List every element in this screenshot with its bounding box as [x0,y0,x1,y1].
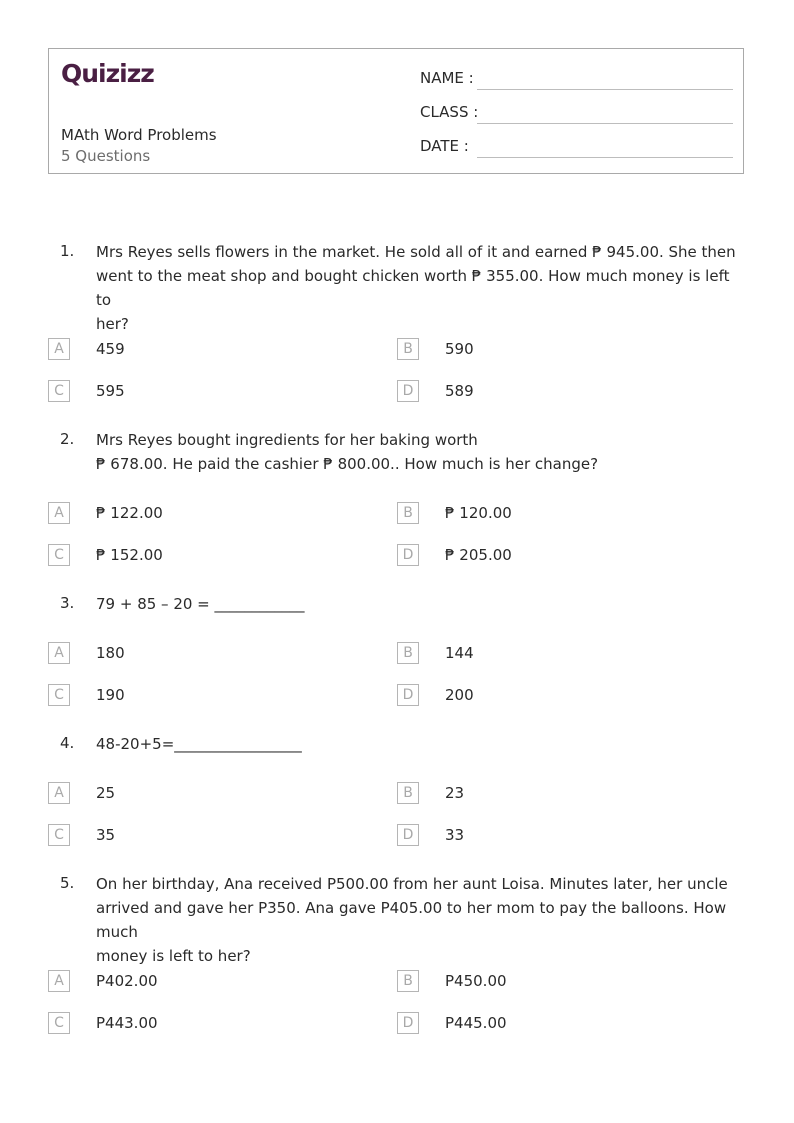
option-a-text: ₱ 122.00 [96,504,163,522]
question-number: 5. [60,874,75,892]
option-a-box[interactable]: A [48,338,70,360]
option-d-box[interactable]: D [397,544,419,566]
option-b-box[interactable]: B [397,782,419,804]
question-number: 2. [60,430,75,448]
name-line [477,89,733,90]
worksheet-header [48,48,744,174]
option-d-box[interactable]: D [397,824,419,846]
question-number: 1. [60,242,75,260]
question-number: 3. [60,594,75,612]
question-text [96,872,748,968]
option-d-text: 200 [445,686,474,704]
question-number: 4. [60,734,75,752]
question-text [96,592,748,616]
option-d-text: P445.00 [445,1014,507,1032]
option-a-text: P402.00 [96,972,158,990]
option-a-box[interactable]: A [48,782,70,804]
question-text [96,428,748,476]
option-b-text: 144 [445,644,474,662]
option-d-text: ₱ 205.00 [445,546,512,564]
question-text [96,240,748,336]
option-b-box[interactable]: B [397,970,419,992]
question-line: her? [96,315,129,333]
option-b-box[interactable]: B [397,642,419,664]
question-line: money is left to her? [96,947,251,965]
option-b-box[interactable]: B [397,502,419,524]
option-d-box[interactable]: D [397,1012,419,1034]
option-c-box[interactable]: C [48,824,70,846]
option-c-box[interactable]: C [48,1012,70,1034]
question-text [96,732,748,756]
date-line [477,157,733,158]
option-c-box[interactable]: C [48,684,70,706]
option-d-box[interactable]: D [397,684,419,706]
option-a-text: 25 [96,784,116,802]
option-d-text: 33 [445,826,465,844]
question-count: 5 Questions [61,147,151,165]
date-label: DATE : [420,137,469,155]
question-line: ₱ 678.00. He paid the cashier ₱ 800.00.. How much is her change? [96,455,599,473]
option-b-text: ₱ 120.00 [445,504,512,522]
option-c-box[interactable]: C [48,544,70,566]
option-c-text: 595 [96,382,125,400]
question-line: On her birthday, Ana received P500.00 from her aunt Loisa. Minutes later, her uncle [96,875,728,893]
option-c-text: 190 [96,686,125,704]
option-c-text: P443.00 [96,1014,158,1032]
option-d-box[interactable]: D [397,380,419,402]
question-line: 48-20+5=_________________ [96,735,302,753]
quizizz-logo: Quizizz [61,59,154,88]
question-line: arrived and gave her P350. Ana gave P405.00 to her mom to pay the balloons. How much [96,899,727,941]
option-b-box[interactable]: B [397,338,419,360]
option-c-box[interactable]: C [48,380,70,402]
option-c-text: 35 [96,826,116,844]
option-b-text: 590 [445,340,474,358]
option-a-text: 180 [96,644,125,662]
class-label: CLASS : [420,103,479,121]
option-d-text: 589 [445,382,474,400]
option-b-text: 23 [445,784,465,802]
option-b-text: P450.00 [445,972,507,990]
question-line: 79 + 85 – 20 = ____________ [96,595,305,613]
option-a-box[interactable]: A [48,970,70,992]
name-label: NAME : [420,69,474,87]
worksheet-title: MAth Word Problems [61,126,217,144]
option-a-box[interactable]: A [48,642,70,664]
class-line [477,123,733,124]
option-a-box[interactable]: A [48,502,70,524]
question-line: Mrs Reyes sells flowers in the market. He sold all of it and earned ₱ 945.00. She then [96,243,736,261]
question-line: went to the meat shop and bought chicken worth ₱ 355.00. How much money is left to [96,267,730,309]
option-a-text: 459 [96,340,125,358]
question-line: Mrs Reyes bought ingredients for her baking worth [96,431,478,449]
option-c-text: ₱ 152.00 [96,546,163,564]
